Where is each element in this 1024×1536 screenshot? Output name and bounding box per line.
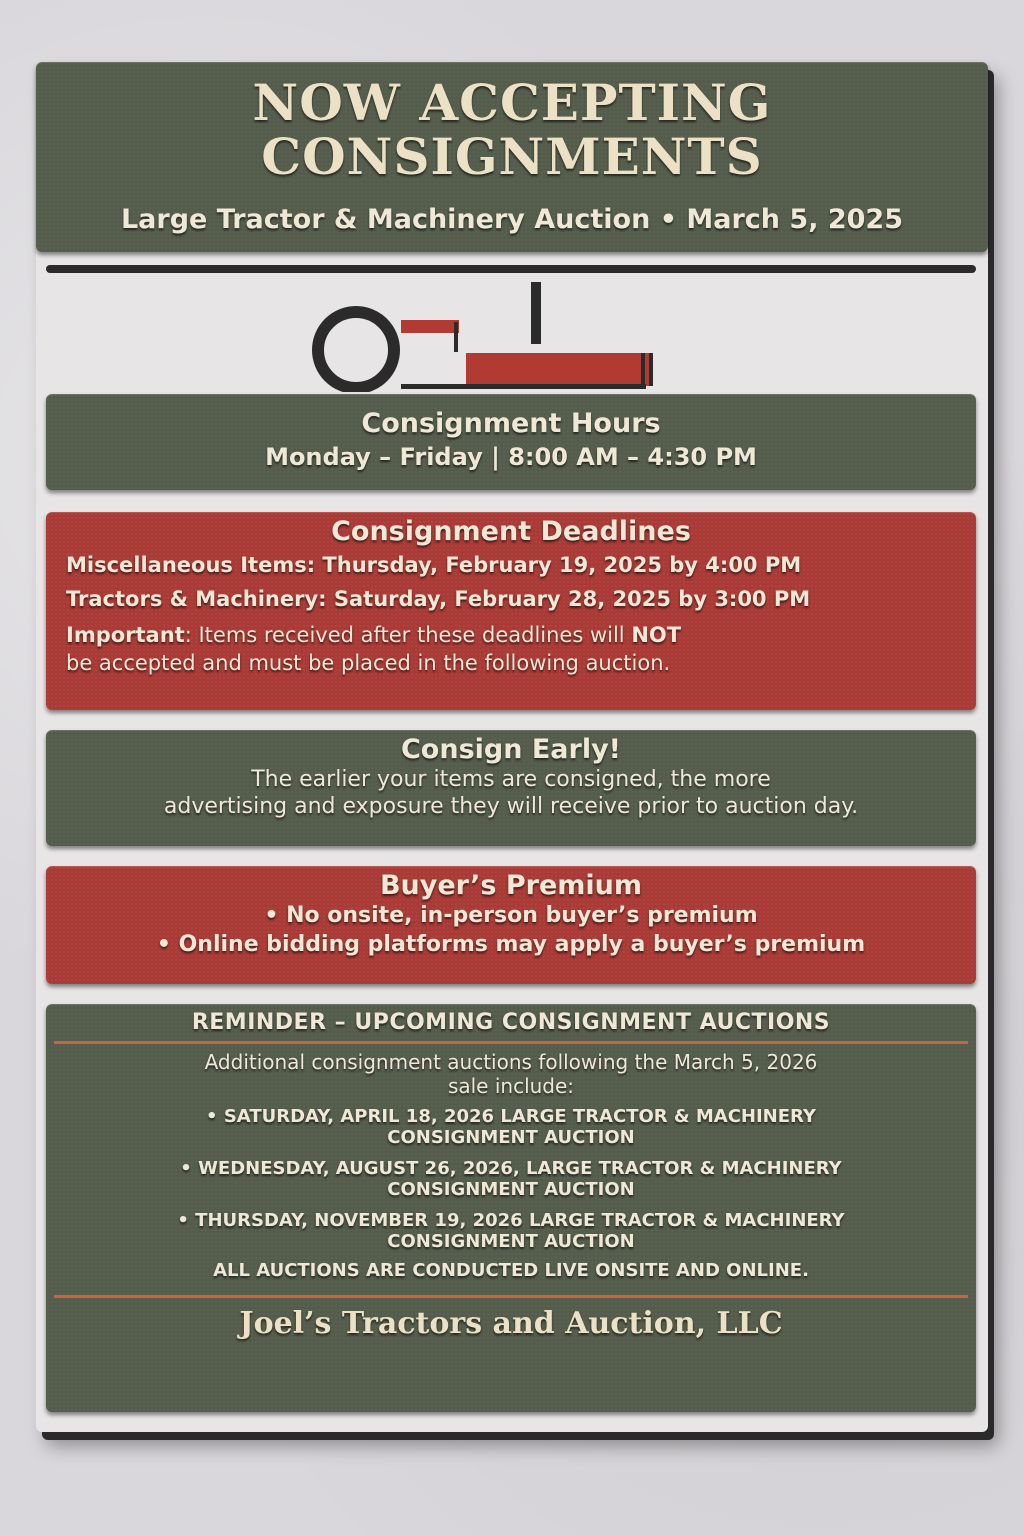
reminder-rule-bottom — [54, 1295, 968, 1298]
subtitle: Large Tractor & Machinery Auction • March 5, 2025 — [120, 204, 904, 235]
important-text-a: : Items received after these deadlines will — [184, 623, 632, 647]
deadlines-panel — [46, 512, 976, 710]
auction-item — [46, 1158, 976, 1200]
title-line-2: CONSIGNMENTS — [261, 127, 763, 186]
deadline-tractors: Tractors & Machinery: Saturday, February 28, 2025 by 3:00 PM — [66, 587, 811, 611]
auction-item-line-2: CONSIGNMENT AUCTION — [387, 1179, 635, 1200]
premium-bullet-1: • No onsite, in-person buyer’s premium — [264, 903, 758, 928]
early-line-1: The earlier your items are consigned, the more — [251, 767, 771, 792]
hours-panel — [46, 394, 976, 490]
hours-heading: Consignment Hours — [361, 408, 661, 439]
poster-board — [36, 62, 988, 1432]
auction-item-line-2: CONSIGNMENT AUCTION — [387, 1231, 635, 1252]
divider — [46, 265, 976, 273]
deadlines-heading: Consignment Deadlines — [331, 516, 691, 547]
auction-item-line-1: • THURSDAY, NOVEMBER 19, 2026 LARGE TRACTOR & MACHINERY — [177, 1210, 845, 1231]
important-note — [66, 623, 956, 647]
early-heading: Consign Early! — [400, 734, 621, 765]
reminder-heading: REMINDER – UPCOMING CONSIGNMENT AUCTIONS — [191, 1010, 831, 1035]
premium-panel — [46, 866, 976, 984]
auction-item-line-2: CONSIGNMENT AUCTION — [387, 1127, 635, 1148]
tractor-icon — [306, 280, 666, 392]
hours-text: Monday – Friday | 8:00 AM – 4:30 PM — [265, 443, 757, 471]
auction-item — [46, 1210, 976, 1252]
auction-item — [46, 1106, 976, 1148]
reminder-intro-2: sale include: — [447, 1074, 575, 1098]
title-line-1: NOW ACCEPTING — [252, 73, 772, 132]
auction-item-line-1: • WEDNESDAY, AUGUST 26, 2026, LARGE TRACTOR & MACHINERY — [180, 1158, 842, 1179]
early-line-2: advertising and exposure they will receive prior to auction day. — [163, 794, 859, 819]
important-not: NOT — [631, 623, 682, 647]
company-name: Joel’s Tractors and Auction, LLC — [239, 1306, 783, 1341]
premium-heading: Buyer’s Premium — [379, 870, 643, 901]
reminder-intro-1: Additional consignment auctions following the March 5, 2026 — [204, 1050, 818, 1074]
reminder-closing: ALL AUCTIONS ARE CONDUCTED LIVE ONSITE AND ONLINE. — [213, 1260, 809, 1281]
reminder-panel — [46, 1004, 976, 1412]
auction-item-line-1: • SATURDAY, APRIL 18, 2026 LARGE TRACTOR & MACHINERY — [206, 1106, 816, 1127]
important-label: Important — [66, 623, 185, 647]
early-panel — [46, 730, 976, 846]
reminder-rule-top — [54, 1041, 968, 1044]
important-text-b: be accepted and must be placed in the following auction. — [66, 651, 671, 675]
deadline-misc: Miscellaneous Items: Thursday, February 19, 2025 by 4:00 PM — [66, 553, 802, 577]
premium-bullet-2: • Online bidding platforms may apply a buyer’s premium — [156, 932, 866, 957]
header-panel — [36, 62, 988, 252]
